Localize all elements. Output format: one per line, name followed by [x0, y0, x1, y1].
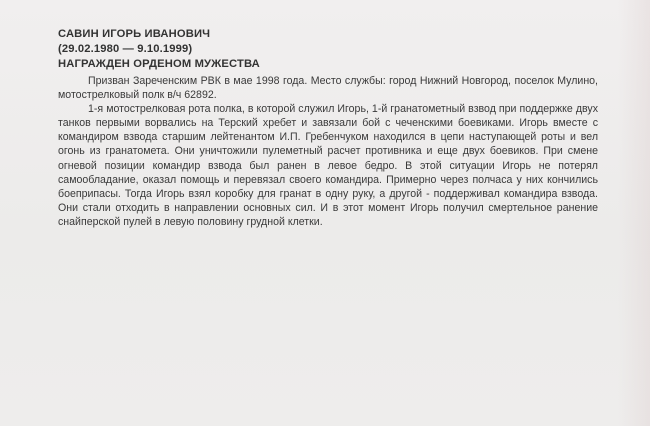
life-dates: (29.02.1980 — 9.10.1999) — [58, 43, 193, 55]
page-edge-shadow — [618, 0, 650, 426]
biography-text — [58, 74, 598, 229]
paragraph-service: Призван Зареченским РВК в мае 1998 года. Место службы: город Нижний Новгород, поселок Мулино, мотострелковый полк в/ч 62892. — [58, 75, 598, 102]
award-line: НАГРАЖДЕН ОРДЕНОМ МУЖЕСТВА — [58, 58, 260, 70]
document-header — [58, 27, 598, 72]
paragraph-battle: 1-я мотострелковая рота полка, в которой служил Игорь, 1-й гранатометный взвод при поддержке двух танков первыми ворвались на Терский хребет и завязали бой с чеченскими боевиками. Игорь вместе с командиром взвода старшим лейтенантом И.П. Гребенчуком находился в цепи наступающей роты и вел огонь из гранатомета. Они уничтожили пулеметный расчет противника и еще двух боевиков. При смене огневой позиции командир взвода был ранен в левое бедро. В этой ситуации Игорь не потерял самообладание, оказал помощь и перевязал своего командира. Примерно через полчаса у них кончились боеприпасы. Тогда Игорь взял коробку для гранат в одну руку, а другой - поддерживал командира взвода. Они стали отходить в направлении основных сил. И в этот момент Игорь получил смертельное ранение снайперской пулей в левую половину грудной клетки. — [58, 103, 598, 228]
person-name: САВИН ИГОРЬ ИВАНОВИЧ — [58, 28, 211, 40]
